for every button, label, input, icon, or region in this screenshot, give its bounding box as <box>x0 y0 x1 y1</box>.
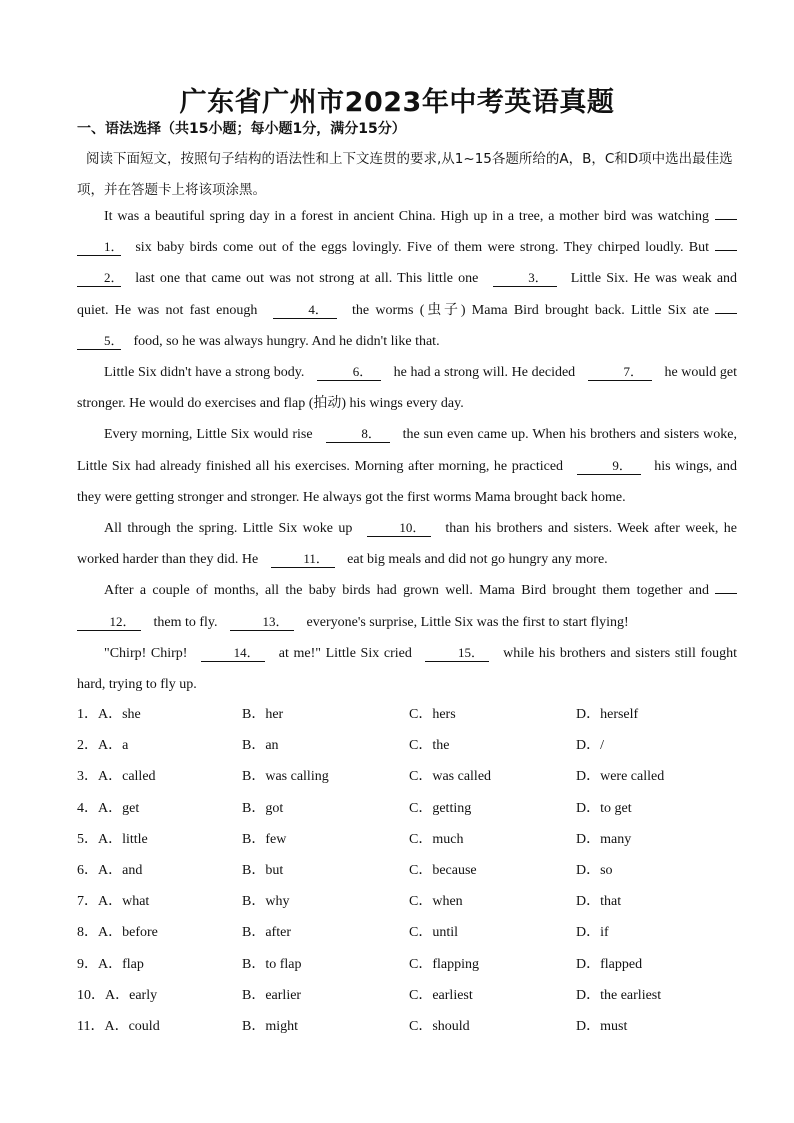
option-b: B．her <box>242 707 284 722</box>
blank-15: 15． <box>425 645 489 662</box>
option-a: 5．A．little <box>77 831 148 847</box>
option-c: C．until <box>409 925 459 941</box>
blank-13: 13． <box>230 614 294 631</box>
blank-8: 8． <box>326 426 390 443</box>
blank-9: 9． <box>577 458 641 475</box>
passage-text: After a couple of months, all the baby birds had grown well. Mama Bird brought them together and <box>104 583 709 599</box>
option-d: D．flapped <box>576 956 643 972</box>
option-b: B．earlier <box>242 987 302 1003</box>
option-b: B．but <box>242 862 284 878</box>
options-list <box>77 702 737 1045</box>
option-a: 6．A．and <box>77 862 143 878</box>
option-c: C．getting <box>409 800 472 816</box>
passage-text: Little Six. He was weak and quiet. He was not fast enough <box>77 271 738 318</box>
passage-text: "Chirp! Chirp! <box>104 645 188 661</box>
option-d: D．/ <box>576 738 604 754</box>
instructions: 阅读下面短文，按照句子结构的语法性和上下文连贯的要求,从1~15各题所给的A，B，C和D项中选出最佳选项，并在答题卡上将该项涂黑。 <box>77 151 733 198</box>
passage-paragraph-5 <box>77 575 737 637</box>
passage-text: while his brothers and sisters still fought hard, trying to fly up. <box>77 645 738 693</box>
passage-text: Little Six didn't have a strong body. <box>104 365 305 381</box>
option-c: C．because <box>409 862 477 878</box>
option-c: C．flapping <box>409 956 479 972</box>
option-c: C．earliest <box>409 987 473 1003</box>
option-row-4 <box>77 796 737 827</box>
passage-text: at me!" Little Six cried <box>278 645 412 661</box>
blank-10: 10． <box>367 520 431 537</box>
option-a: 7．A．what <box>77 894 150 910</box>
blank-line <box>715 313 737 314</box>
option-row-3 <box>77 764 737 795</box>
option-row-10 <box>77 983 737 1014</box>
passage-text: last one that came out was not strong at all. This little one <box>135 271 479 287</box>
passage-text: six baby birds come out of the eggs lovingly. Five of them were strong. They chirped loudly. But <box>135 240 710 256</box>
option-a: 10．A．early <box>77 987 158 1003</box>
option-b: B．after <box>242 925 291 941</box>
option-c: C．much <box>409 831 464 847</box>
option-row-1 <box>77 702 737 733</box>
option-row-6 <box>77 858 737 889</box>
option-c: C．hers <box>409 707 456 722</box>
passage-text: than his brothers and sisters. Week after week, he worked harder than they did. He <box>77 521 737 568</box>
option-row-9 <box>77 952 737 983</box>
option-row-8 <box>77 920 737 951</box>
option-d: D．so <box>576 862 613 878</box>
section-heading: 一、语法选择（共15小题；每小题1分，满分15分） <box>77 121 406 137</box>
option-d: D．many <box>576 831 632 847</box>
option-b: B．to flap <box>242 956 302 972</box>
passage-text: everyone's surprise, Little Six was the first to start flying! <box>306 614 629 630</box>
option-row-5 <box>77 827 737 858</box>
option-d: D．to get <box>576 800 632 816</box>
option-row-11 <box>77 1014 737 1045</box>
option-row-7 <box>77 889 737 920</box>
passage-paragraph-4 <box>77 513 737 575</box>
option-d: D．that <box>576 894 622 910</box>
option-b: B．might <box>242 1018 299 1034</box>
blank-line <box>715 219 737 220</box>
blank-3: 3． <box>493 270 557 287</box>
passage-paragraph-6 <box>77 638 737 700</box>
option-d: D．the earliest <box>576 987 662 1003</box>
blank-line <box>715 250 737 251</box>
passage-text: he had a strong will. He decided <box>393 365 576 381</box>
passage-text: the sun even came up. When his brothers and sisters woke, Little Six had already finished all his exercises. Morning after morning, he practiced <box>77 427 737 474</box>
passage-text: Every morning, Little Six would rise <box>104 427 313 443</box>
passage-paragraph-2 <box>77 357 737 419</box>
blank-1: 1． <box>77 239 121 256</box>
option-a: 1．A．she <box>77 707 141 722</box>
option-b: B．why <box>242 894 290 910</box>
blank-7: 7． <box>588 364 652 381</box>
blank-4: 4． <box>273 302 337 319</box>
option-b: B．few <box>242 831 287 847</box>
blank-14: 14． <box>201 645 265 662</box>
option-a: 3．A．called <box>77 769 156 785</box>
passage-text: eat big meals and did not go hungry any more. <box>347 552 608 568</box>
option-row-2 <box>77 733 737 764</box>
option-c: C．was called <box>409 769 492 785</box>
passage-text: It was a beautiful spring day in a forest in ancient China. High up in a tree, a mother bird was watching <box>104 209 709 224</box>
passage-paragraph-1 <box>77 201 737 357</box>
passage-text: the worms (虫子) Mama Bird brought back. Little Six ate <box>351 302 709 318</box>
passage-text: All through the spring. Little Six woke up <box>104 521 353 537</box>
blank-5: 5． <box>77 333 121 350</box>
passage-text: them to fly. <box>153 614 218 630</box>
option-a: 8．A．before <box>77 925 158 941</box>
option-d: D．if <box>576 925 609 941</box>
option-b: B．got <box>242 800 284 816</box>
option-c: C．should <box>409 1018 470 1034</box>
blank-6: 6． <box>317 364 381 381</box>
option-a: 2．A．a <box>77 738 129 754</box>
option-d: D．must <box>576 1018 628 1034</box>
blank-11: 11． <box>271 551 335 568</box>
passage <box>77 201 737 700</box>
option-d: D．were called <box>576 769 665 785</box>
blank-12: 12． <box>77 614 141 631</box>
option-d: D．herself <box>576 707 639 722</box>
option-b: B．was calling <box>242 769 329 785</box>
blank-line <box>715 593 737 594</box>
passage-text: food, so he was always hungry. And he didn't like that. <box>133 333 440 349</box>
passage-text: he would get stronger. He would do exercises and flap (拍动) his wings every day. <box>77 365 738 412</box>
option-c: C．the <box>409 738 450 754</box>
blank-2: 2． <box>77 270 121 287</box>
option-a: 9．A．flap <box>77 956 144 972</box>
page-title: 广东省广州市2023年中考英语真题 <box>179 87 615 118</box>
passage-text: his wings, and they were getting stronger and stronger. He always got the first worms Mama brought back home. <box>77 458 737 505</box>
option-a: 4．A．get <box>77 800 140 816</box>
passage-paragraph-3 <box>77 419 737 513</box>
option-a: 11．A．could <box>77 1018 160 1034</box>
option-b: B．an <box>242 738 279 754</box>
option-c: C．when <box>409 894 463 910</box>
